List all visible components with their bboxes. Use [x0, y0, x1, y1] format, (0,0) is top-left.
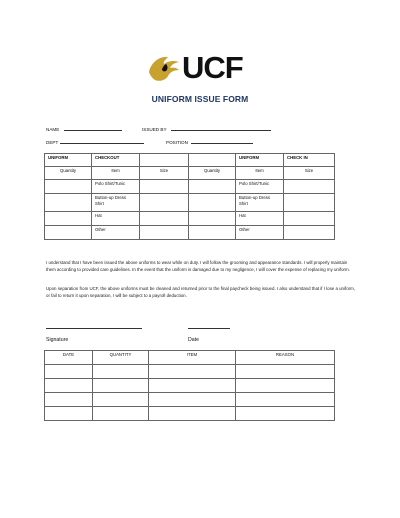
blank-header-2 [189, 154, 236, 167]
table-subheader-row [45, 167, 335, 180]
size-out-cell[interactable] [140, 180, 189, 194]
qty-out-cell[interactable] [45, 180, 92, 194]
form-title: UNIFORM ISSUE FORM [151, 94, 249, 104]
size-out-label: Size [140, 167, 189, 180]
size-in-label: Size [284, 167, 335, 180]
quantity-column-header: QUANTITY [93, 351, 149, 365]
name-field-row [46, 125, 122, 132]
log-quantity-cell[interactable] [93, 393, 149, 407]
item-out-cell: Polo Shirt/Tunic [92, 180, 140, 194]
item-out-cell: Hat [92, 212, 140, 226]
log-quantity-cell[interactable] [93, 407, 149, 421]
log-date-cell[interactable] [45, 393, 93, 407]
log-row [45, 365, 335, 379]
log-date-cell[interactable] [45, 379, 93, 393]
qty-out-cell[interactable] [45, 194, 92, 212]
size-out-cell[interactable] [140, 212, 189, 226]
position-label: POSITION [166, 140, 188, 145]
size-out-cell[interactable] [140, 194, 189, 212]
reason-column-header: REASON [236, 351, 335, 365]
log-reason-cell[interactable] [236, 393, 335, 407]
check-in-header: CHECK IN [284, 154, 335, 167]
agreement-paragraph: I understand that I have been issued the above uniforms to wear while on duty. I will follow the grooming and appearance standards. I will properly maintain them according to provided care guidelines. In the event that the uniform is damaged due to my negligence, I will cover the expense of replacing my uniform. [46, 260, 350, 272]
log-reason-cell[interactable] [236, 407, 335, 421]
qty-out-cell[interactable] [45, 212, 92, 226]
position-field-row [166, 138, 253, 145]
table-row [45, 212, 335, 226]
dept-field-row [46, 138, 144, 145]
log-reason-cell[interactable] [236, 379, 335, 393]
item-in-label: Item [236, 167, 284, 180]
quantity-out-label: Quantity [45, 167, 92, 180]
item-out-cell: Other [92, 226, 140, 240]
issued-by-label: ISSUED BY [142, 127, 167, 132]
uniform-issue-table [44, 153, 335, 240]
item-out-label: Item [92, 167, 140, 180]
log-date-cell[interactable] [45, 365, 93, 379]
size-in-cell[interactable] [284, 194, 335, 212]
uniform-out-header: UNIFORM [45, 154, 92, 167]
checkout-header: CHECKOUT [92, 154, 140, 167]
item-in-cell: Polo Shirt/Tunic [236, 180, 284, 194]
log-item-cell[interactable] [149, 407, 236, 421]
qty-in-cell[interactable] [189, 194, 236, 212]
signature-label: Signature [46, 337, 69, 343]
date-label: Date [188, 337, 199, 343]
name-label: NAME [46, 127, 60, 132]
date-column-header: DATE [45, 351, 93, 365]
log-date-cell[interactable] [45, 407, 93, 421]
item-in-cell: Hat [236, 212, 284, 226]
blank-header [140, 154, 189, 167]
log-quantity-cell[interactable] [93, 379, 149, 393]
qty-in-cell[interactable] [189, 226, 236, 240]
qty-in-cell[interactable] [189, 180, 236, 194]
item-in-cell: Button-up Dress Shirt [236, 194, 284, 212]
log-header-row [45, 351, 335, 365]
log-quantity-cell[interactable] [93, 365, 149, 379]
log-row [45, 393, 335, 407]
log-reason-cell[interactable] [236, 365, 335, 379]
uniform-log-table [44, 350, 335, 421]
qty-in-cell[interactable] [189, 212, 236, 226]
logo-wordmark: UCF [182, 50, 243, 85]
size-out-cell[interactable] [140, 226, 189, 240]
name-input-line[interactable] [64, 125, 122, 131]
quantity-in-label: Quantity [189, 167, 236, 180]
table-row [45, 226, 335, 240]
table-row [45, 180, 335, 194]
item-column-header: ITEM [149, 351, 236, 365]
uniform-in-header: UNIFORM [236, 154, 284, 167]
pegasus-icon [146, 50, 182, 86]
ucf-logo [146, 50, 258, 86]
qty-out-cell[interactable] [45, 226, 92, 240]
separation-paragraph: Upon separation from UCF, the above uniforms must be cleaned and returned prior to the final paycheck being issued. I also understand that if I lose a uniform, or fail to return it upon separation, I will be subject to a payroll deduction. [46, 286, 355, 298]
log-item-cell[interactable] [149, 393, 236, 407]
log-item-cell[interactable] [149, 365, 236, 379]
item-in-cell: Other [236, 226, 284, 240]
size-in-cell[interactable] [284, 212, 335, 226]
signature-line[interactable] [46, 328, 142, 329]
dept-input-line[interactable] [60, 138, 144, 144]
table-row [45, 194, 335, 212]
log-item-cell[interactable] [149, 379, 236, 393]
item-out-cell: Button-up Dress Shirt [92, 194, 140, 212]
date-line[interactable] [188, 328, 230, 329]
size-in-cell[interactable] [284, 226, 335, 240]
position-input-line[interactable] [191, 138, 253, 144]
dept-label: DEPT [46, 140, 59, 145]
issued-by-input-line[interactable] [171, 125, 271, 131]
table-header-row [45, 154, 335, 167]
size-in-cell[interactable] [284, 180, 335, 194]
issued-by-field-row [142, 125, 271, 132]
log-row [45, 407, 335, 421]
log-row [45, 379, 335, 393]
